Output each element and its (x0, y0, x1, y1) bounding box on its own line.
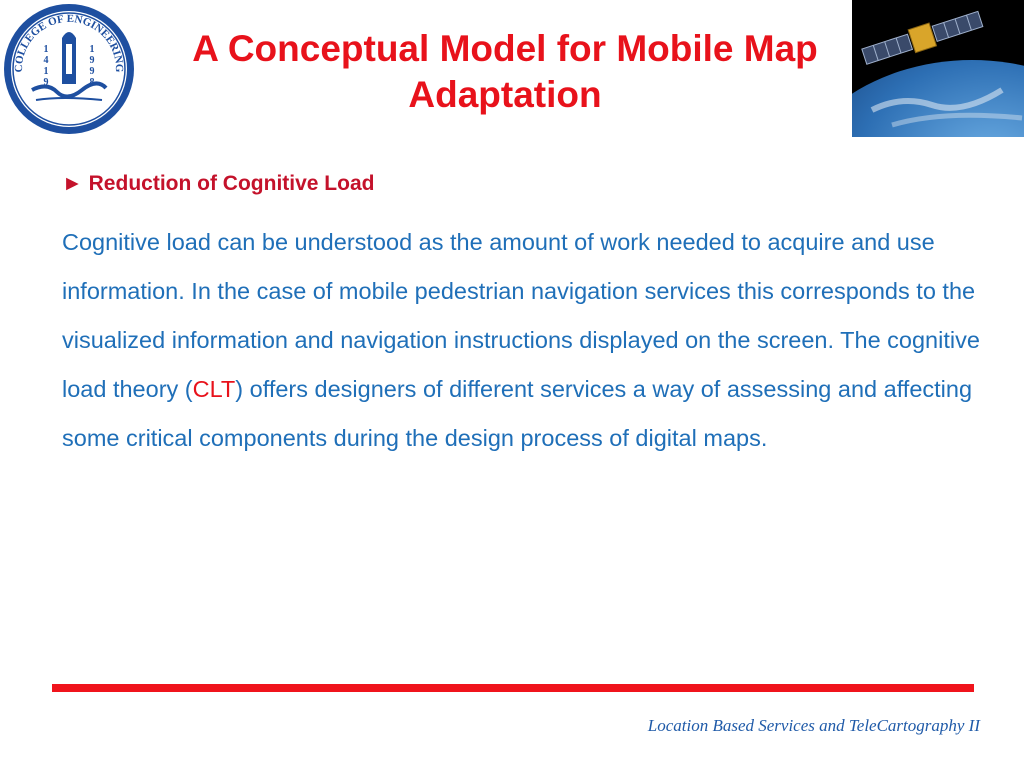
seal-year-left-4: 9 (43, 77, 49, 88)
section-heading-text: Reduction of Cognitive Load (88, 172, 375, 195)
seal-year-left-3: 1 (43, 66, 49, 77)
seal-year-right-1: 1 (89, 44, 95, 55)
section-heading (62, 170, 374, 198)
footer-course-title: Location Based Services and TeleCartography II (647, 716, 980, 735)
slide-title (150, 26, 860, 118)
seal-year-left-2: 4 (43, 55, 49, 66)
slide-title-line2: Adaptation (408, 74, 602, 115)
body-paragraph (62, 218, 1012, 463)
clt-highlight: CLT (192, 376, 236, 402)
seal-ring-text: COLLEGE OF ENGINEERING (12, 12, 126, 73)
satellite-earth-photo (852, 0, 1024, 137)
seal-year-left-1: 1 (43, 44, 49, 55)
slide-title-line1: A Conceptual Model for Mobile Map (192, 28, 818, 69)
college-seal-logo (2, 2, 136, 136)
seal-year-right-2: 9 (89, 55, 95, 66)
footer-divider (52, 684, 974, 692)
body-text-part1: Cognitive load can be understood as the amount of work needed to acquire and use information. In the case of mobile pedestrian navigation services this corresponds to the visualized information and navigation instructions displayed on the screen. The cognitive load theory ( (62, 229, 980, 402)
seal-year-right-3: 9 (89, 66, 95, 77)
body-text-part2: ) offers designers of different services a way of assessing and affecting some critical components during the design process of digital maps. (62, 376, 973, 451)
seal-year-right-4: 8 (89, 77, 95, 88)
bullet-arrow-icon: ► (62, 172, 83, 195)
